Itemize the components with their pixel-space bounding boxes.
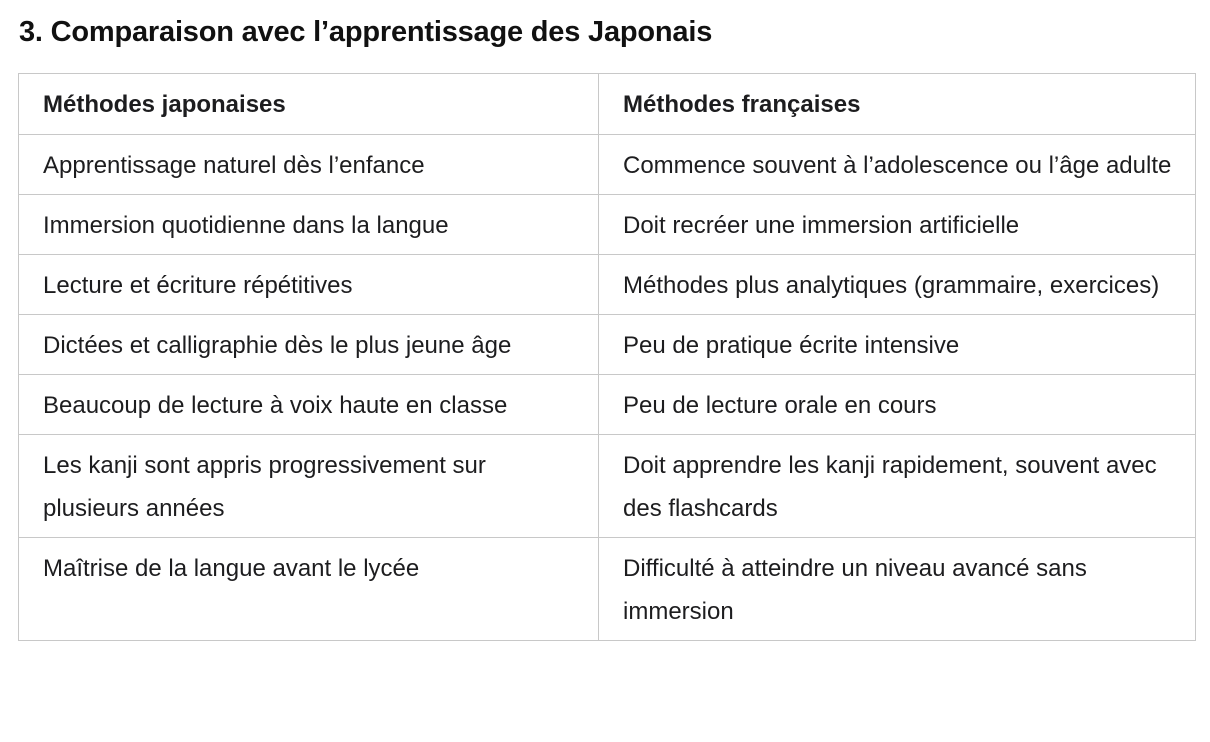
table-cell-japanese: Dictées et calligraphie dès le plus jeune âge	[19, 315, 599, 375]
column-header-french-methods: Méthodes françaises	[599, 74, 1196, 135]
table-cell-french: Difficulté à atteindre un niveau avancé sans immersion	[599, 538, 1196, 641]
column-header-japanese-methods: Méthodes japonaises	[19, 74, 599, 135]
table-cell-japanese: Beaucoup de lecture à voix haute en classe	[19, 375, 599, 435]
table-cell-french: Peu de lecture orale en cours	[599, 375, 1196, 435]
table-row	[19, 195, 1196, 255]
table-cell-french: Commence souvent à l’adolescence ou l’âge adulte	[599, 135, 1196, 195]
table-cell-japanese: Les kanji sont appris progressivement sur plusieurs années	[19, 435, 599, 538]
comparison-table	[18, 73, 1196, 641]
table-header-row	[19, 74, 1196, 135]
table-row	[19, 435, 1196, 538]
table-row	[19, 375, 1196, 435]
table-cell-japanese: Apprentissage naturel dès l’enfance	[19, 135, 599, 195]
table-cell-french: Doit recréer une immersion artificielle	[599, 195, 1196, 255]
table-cell-japanese: Maîtrise de la langue avant le lycée	[19, 538, 599, 641]
table-cell-japanese: Lecture et écriture répétitives	[19, 255, 599, 315]
section-heading: 3. Comparaison avec l’apprentissage des Japonais	[19, 16, 713, 48]
table-row	[19, 255, 1196, 315]
table-row	[19, 315, 1196, 375]
table-row	[19, 135, 1196, 195]
table-row	[19, 538, 1196, 641]
table-cell-french: Peu de pratique écrite intensive	[599, 315, 1196, 375]
table-cell-french: Méthodes plus analytiques (grammaire, exercices)	[599, 255, 1196, 315]
table-cell-french: Doit apprendre les kanji rapidement, souvent avec des flashcards	[599, 435, 1196, 538]
table-cell-japanese: Immersion quotidienne dans la langue	[19, 195, 599, 255]
